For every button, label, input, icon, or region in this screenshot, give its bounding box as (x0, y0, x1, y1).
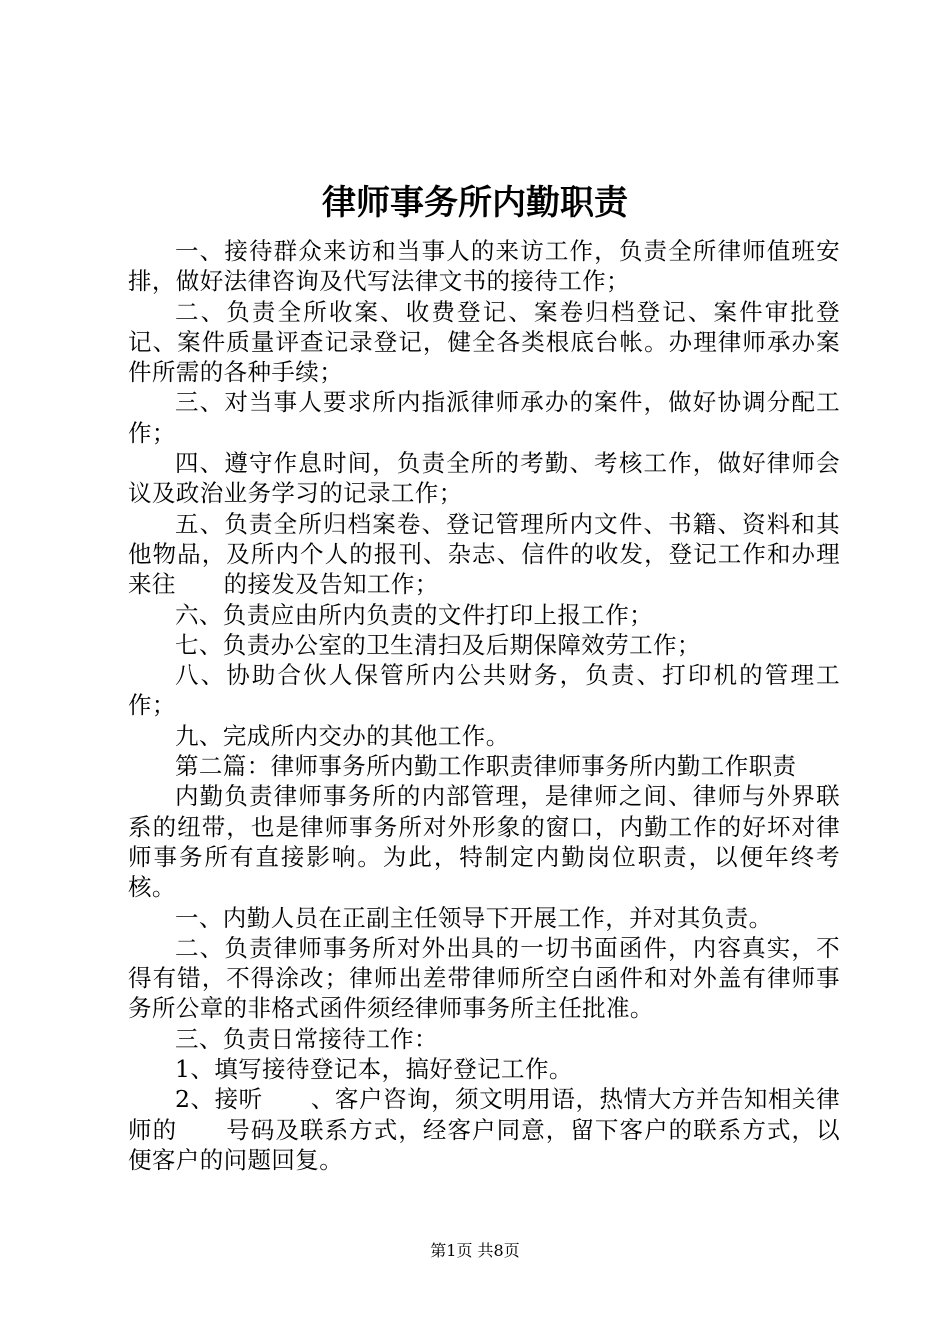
paragraph: 六、负责应由所内负责的文件打印上报工作； (175, 600, 653, 629)
paragraph: 一、接待群众来访和当事人的来访工作，负责全所律师值班安排，做好法律咨询及代写法律文书的接待工作； (128, 237, 840, 296)
paragraph: 一、内勤人员在正副主任领导下开展工作，并对其负责。 (175, 903, 773, 932)
paragraph: 三、对当事人要求所内指派律师承办的案件，做好协调分配工作； (128, 388, 840, 447)
page-number-footer: 第1页 共8页 (430, 1241, 520, 1260)
section-heading: 第二篇：律师事务所内勤工作职责律师事务所内勤工作职责 (175, 752, 797, 781)
paragraph: 八、协助合伙人保管所内公共财务，负责、打印机的管理工作； (128, 661, 840, 720)
paragraph: 二、负责全所收案、收费登记、案卷归档登记、案件审批登记、案件质量评查记录登记，健全各类根底台帐。办理律师承办案件所需的各种手续； (128, 297, 840, 387)
document-body (128, 236, 840, 1175)
paragraph: 五、负责全所归档案卷、登记管理所内文件、书籍、资料和其他物品，及所内个人的报刊、杂志、信件的收发，登记工作和办理来往 的接发及告知工作； (128, 509, 840, 599)
paragraph: 2、接听 、客户咨询，须文明用语，热情大方并告知相关律师的 号码及联系方式，经客户同意，留下客户的联系方式，以便客户的问题回复。 (128, 1085, 840, 1174)
paragraph: 二、负责律师事务所对外出具的一切书面函件，内容真实，不得有错，不得涂改；律师出差带律师所空白函件和对外盖有律师事务所公章的非格式函件须经律师事务所主任批准。 (128, 933, 840, 1023)
paragraph: 七、负责办公室的卫生清扫及后期保障效劳工作； (175, 630, 701, 659)
paragraph: 三、负责日常接待工作： (175, 1024, 438, 1053)
paragraph: 四、遵守作息时间，负责全所的考勤、考核工作，做好律师会议及政治业务学习的记录工作； (128, 449, 840, 508)
paragraph: 内勤负责律师事务所的内部管理，是律师之间、律师与外界联系的纽带，也是律师事务所对外形象的窗口，内勤工作的好坏对律师事务所有直接影响。为此，特制定内勤岗位职责，以便年终考核。 (128, 782, 840, 902)
paragraph: 1、填写接待登记本，搞好登记工作。 (175, 1055, 573, 1084)
paragraph: 九、完成所内交办的其他工作。 (175, 721, 510, 750)
document-title: 律师事务所内勤职责 (322, 183, 628, 223)
